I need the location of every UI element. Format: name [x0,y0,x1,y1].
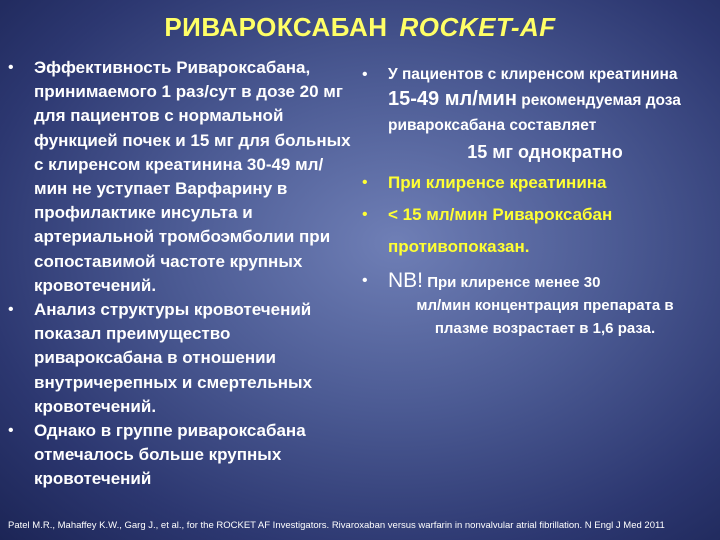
bullet-dot: • [8,59,14,76]
left-bullet-2 [8,298,353,419]
nb-text-b: мл/мин концентрация препарата в плазме возрастает в 1,6 раза. [416,297,674,337]
title-main: РИВАРОКСАБАН [164,12,388,42]
right-bullet-3 [362,199,702,263]
contraindication-text: < 15 мл/мин Ривароксабан противопоказан. [388,205,613,256]
nb-text-a: При клиренсе менее 30 [427,274,601,291]
nb-label: NB! [388,269,424,292]
left-bullet-text: Однако в группе ривароксабана отмечалось больше крупных кровотечений [34,421,306,489]
bullet-dot: • [362,206,368,223]
dose-text: рекомендуемая доза ривароксабана составляет [388,92,681,134]
left-bullet-1 [8,56,353,298]
citation: Patel M.R., Mahaffey K.W., Garg J., et al., for the ROCKET AF Investigators. Rivaroxaban versus warfarin in nonvalvular atrial fibrillation. N Engl J Med 2011 [8,520,665,531]
clearance-value: 15-49 мл/мин [388,88,517,110]
bullet-dot: • [8,301,14,319]
right-bullet-1 [362,62,702,165]
left-column [8,56,353,492]
left-bullet-3 [8,419,353,492]
right-bullet-2 [362,167,702,199]
slide-title [0,12,720,43]
left-bullet-text: Анализ структуры кровотечений показал преимущество ривароксабана в отношении внутричерепных и смертельных кровотечений. [34,300,313,416]
dose-value: 15 мг однократно [467,142,623,162]
bullet-dot: • [362,272,368,289]
title-sub: ROCKET-AF [399,12,556,42]
bullet-dot: • [362,66,368,83]
contraindication-heading: При клиренсе креатинина [388,173,607,192]
right-bullet-4 [362,269,702,340]
bullet-dot: • [8,422,14,440]
left-bullet-text: Эффективность Ривароксабана, принимаемого 1 раз/сут в дозе 20 мг для пациентов с нормальной функцией почек и 15 мг для больных с клиренсом креатинина 30-49 мл/мин не уступает Варфарину в профилактике инсульта и артериальной тромбоэмболии при сопоставимой частоте крупных кровотечений. [34,58,351,295]
right-column [362,62,702,340]
clearance-text: У пациентов с клиренсом креатинина [388,66,678,83]
bullet-dot: • [362,174,368,191]
